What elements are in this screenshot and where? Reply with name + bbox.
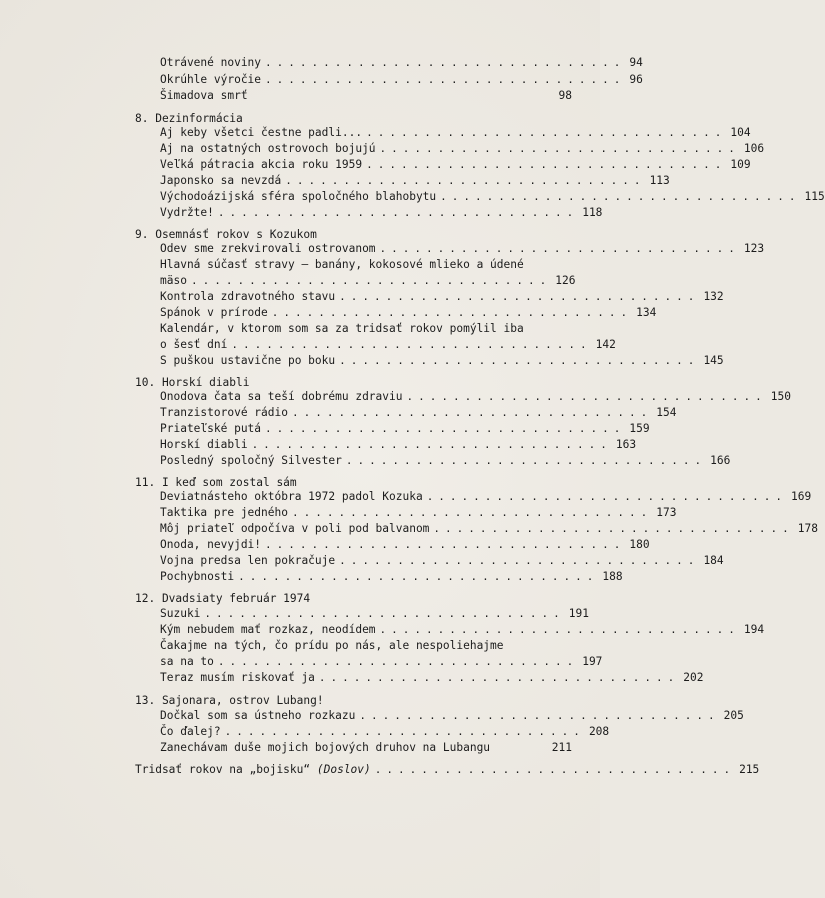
toc-entry bbox=[160, 607, 589, 621]
entry-title: Aj keby všetci čestne padli... bbox=[160, 126, 363, 139]
dot-leader: ............................... bbox=[379, 142, 740, 155]
entry-page: 173 bbox=[656, 506, 677, 519]
toc-entry bbox=[160, 623, 765, 637]
afterword-title-wrap bbox=[135, 763, 371, 777]
dot-leader: ............................... bbox=[379, 242, 740, 255]
entry-title: Onodova čata sa teší dobrému zdraviu bbox=[160, 390, 403, 403]
entry-title: Teraz musím riskovať ja bbox=[160, 671, 315, 684]
dot-leader: ............................... bbox=[291, 506, 653, 519]
entry-title: Japonsko sa nevzdá bbox=[160, 174, 282, 187]
toc-entry bbox=[160, 671, 704, 685]
entry-title: Tridsať rokov na „bojisku“ bbox=[135, 763, 311, 776]
dot-leader: ............................... bbox=[271, 306, 633, 319]
toc-entry bbox=[160, 158, 751, 172]
entry-title: Zanechávam duše mojich bojových druhov na Lubangu bbox=[160, 741, 491, 754]
entry-title: Môj priateľ odpočíva v poli pod balvanom bbox=[160, 522, 430, 535]
dot-leader: ............................... bbox=[265, 538, 626, 551]
dot-leader: ............................... bbox=[374, 763, 736, 776]
entry-page: 145 bbox=[703, 354, 724, 367]
toc-entry bbox=[160, 354, 724, 368]
entry-page: 202 bbox=[683, 671, 704, 684]
entry-title-line1: Hlavná súčasť stravy — banány, kokosové mlieko a údené bbox=[160, 258, 524, 271]
toc-entry bbox=[160, 56, 643, 70]
toc-entry bbox=[160, 709, 744, 723]
entry-title: Vojna predsa len pokračuje bbox=[160, 554, 336, 567]
dot-leader: ............................... bbox=[440, 190, 801, 203]
toc-entry bbox=[160, 454, 731, 468]
toc-entry bbox=[160, 73, 643, 87]
dot-leader: ............................... bbox=[251, 438, 612, 451]
entry-title: mäso bbox=[160, 274, 187, 287]
entry-title: Horskí diabli bbox=[160, 438, 248, 451]
entry-page: 123 bbox=[743, 242, 765, 255]
toc-entry bbox=[160, 142, 765, 156]
entry-page: 109 bbox=[730, 158, 751, 171]
entry-page: 215 bbox=[739, 763, 760, 776]
entry-page: 180 bbox=[629, 538, 650, 551]
dot-leader: ............................... bbox=[426, 490, 787, 503]
entry-title: Okrúhle výročie bbox=[160, 73, 262, 86]
entry-title: Východoázijská sféra spoločného blahobytu bbox=[160, 190, 437, 203]
toc-entry bbox=[160, 406, 677, 420]
entry-title: Priateľské putá bbox=[160, 422, 262, 435]
toc-entry bbox=[160, 258, 576, 288]
dot-leader: ............................... bbox=[366, 158, 727, 171]
dot-leader: ............................... bbox=[190, 274, 552, 287]
chapter-title: 8. Dezinformácia bbox=[135, 112, 243, 125]
entry-title: Dočkal som sa ústneho rozkazu bbox=[160, 709, 356, 722]
chapter-title: 9. Osemnásť rokov s Kozukom bbox=[135, 228, 317, 241]
entry-page: 113 bbox=[649, 174, 670, 187]
toc-entry bbox=[160, 741, 572, 755]
dot-leader: ............................... bbox=[318, 671, 680, 684]
entry-page: 166 bbox=[710, 454, 731, 467]
entry-page: 115 bbox=[804, 190, 825, 203]
dot-leader: ............................... bbox=[366, 126, 727, 139]
chapter-title: 11. I keď som zostal sám bbox=[135, 476, 297, 489]
dot-leader: ............................... bbox=[359, 709, 720, 722]
toc-entry bbox=[160, 422, 650, 436]
dot-leader: ............................... bbox=[265, 73, 626, 86]
toc-entry bbox=[160, 126, 751, 140]
entry-page: 191 bbox=[568, 607, 589, 620]
entry-title: Deviatnásteho októbra 1972 padol Kozuka bbox=[160, 490, 423, 503]
entry-page: 96 bbox=[629, 73, 643, 86]
dot-leader: ............................... bbox=[238, 570, 599, 583]
dot-leader: ............................... bbox=[339, 554, 700, 567]
entry-page: 184 bbox=[703, 554, 724, 567]
dot-leader: ............................... bbox=[345, 454, 707, 467]
toc-entry bbox=[160, 306, 657, 320]
entry-page: 106 bbox=[743, 142, 765, 155]
chapter-title: 10. Horskí diabli bbox=[135, 376, 250, 389]
dot-leader: ............................... bbox=[265, 56, 626, 69]
toc-entry bbox=[160, 89, 572, 103]
entry-page: 169 bbox=[791, 490, 812, 503]
toc-entry bbox=[160, 174, 670, 188]
toc-entry bbox=[160, 322, 616, 352]
entry-page: 197 bbox=[582, 655, 603, 668]
entry-page: 142 bbox=[595, 338, 616, 351]
toc-entry bbox=[160, 570, 623, 584]
dot-leader: ............................... bbox=[231, 338, 592, 351]
entry-title: Pochybnosti bbox=[160, 570, 235, 583]
entry-page: 205 bbox=[723, 709, 744, 722]
entry-page: 159 bbox=[629, 422, 650, 435]
toc-entry bbox=[160, 554, 724, 568]
toc-entry bbox=[160, 438, 637, 452]
entry-title: Veľká pátracia akcia roku 1959 bbox=[160, 158, 363, 171]
toc-entry bbox=[160, 242, 765, 256]
entry-page: 126 bbox=[555, 274, 576, 287]
dot-leader: ............................... bbox=[265, 422, 626, 435]
entry-title: Šimadova smrť bbox=[160, 89, 248, 102]
entry-page: 188 bbox=[602, 570, 623, 583]
toc-entry bbox=[160, 725, 610, 739]
toc-entry-afterword bbox=[135, 763, 760, 777]
entry-page: 134 bbox=[636, 306, 657, 319]
entry-page: 104 bbox=[730, 126, 751, 139]
entry-title: Posledný spoločný Silvester bbox=[160, 454, 342, 467]
entry-title: Vydržte! bbox=[160, 206, 214, 219]
toc-entry bbox=[160, 538, 650, 552]
toc-entry bbox=[160, 190, 825, 204]
dot-leader: ............................... bbox=[291, 406, 653, 419]
dot-leader: ............................... bbox=[379, 623, 740, 636]
entry-title: Otrávené noviny bbox=[160, 56, 262, 69]
entry-page: 211 bbox=[551, 741, 572, 754]
entry-title: o šesť dní bbox=[160, 338, 228, 351]
toc-entry bbox=[160, 390, 792, 404]
entry-title: S puškou ustavične po boku bbox=[160, 354, 336, 367]
dot-leader: ............................... bbox=[217, 206, 579, 219]
entry-title: Odev sme zrekvirovali ostrovanom bbox=[160, 242, 376, 255]
entry-title: Čo ďalej? bbox=[160, 725, 221, 738]
dot-leader: ............................... bbox=[406, 390, 767, 403]
entry-title: Taktika pre jedného bbox=[160, 506, 288, 519]
dot-leader: ............................... bbox=[204, 607, 565, 620]
chapter-title: 12. Dvadsiaty február 1974 bbox=[135, 592, 311, 605]
entry-page: 178 bbox=[797, 522, 818, 535]
entry-title: Kontrola zdravotného stavu bbox=[160, 290, 336, 303]
chapter-title: 13. Sajonara, ostrov Lubang! bbox=[135, 694, 324, 707]
entry-page: 132 bbox=[703, 290, 724, 303]
entry-note: (Doslov) bbox=[316, 763, 371, 776]
dot-leader: ............................... bbox=[224, 725, 585, 738]
entry-page: 163 bbox=[615, 438, 637, 451]
entry-title: Spánok v prírode bbox=[160, 306, 268, 319]
dot-leader: ............................... bbox=[339, 290, 700, 303]
entry-title: Kým nebudem mať rozkaz, neodídem bbox=[160, 623, 376, 636]
entry-page: 150 bbox=[770, 390, 792, 403]
toc-entry bbox=[160, 522, 818, 536]
entry-title: Onoda, nevyjdi! bbox=[160, 538, 262, 551]
entry-title: sa na to bbox=[160, 655, 214, 668]
dot-leader: ............................... bbox=[285, 174, 646, 187]
dot-leader: ............................... bbox=[339, 354, 700, 367]
entry-page: 194 bbox=[743, 623, 765, 636]
entry-page: 208 bbox=[588, 725, 610, 738]
entry-title-line1: Kalendár, v ktorom som sa za tridsať rokov pomýlil iba bbox=[160, 322, 524, 335]
entry-page: 94 bbox=[629, 56, 643, 69]
toc-entry bbox=[160, 506, 677, 520]
entry-title: Aj na ostatných ostrovoch bojujú bbox=[160, 142, 376, 155]
toc-entry bbox=[160, 639, 603, 669]
entry-title: Suzuki bbox=[160, 607, 201, 620]
dot-leader: ............................... bbox=[433, 522, 794, 535]
entry-title: Tranzistorové rádio bbox=[160, 406, 288, 419]
toc-entry bbox=[160, 490, 812, 504]
entry-title-line1: Čakajme na tých, čo prídu po nás, ale nespoliehajme bbox=[160, 639, 504, 652]
entry-page: 118 bbox=[582, 206, 603, 219]
dot-leader: ............................... bbox=[217, 655, 579, 668]
toc-entry bbox=[160, 290, 724, 304]
entry-page: 154 bbox=[656, 406, 677, 419]
entry-page: 98 bbox=[558, 89, 572, 102]
toc-entry bbox=[160, 206, 603, 220]
